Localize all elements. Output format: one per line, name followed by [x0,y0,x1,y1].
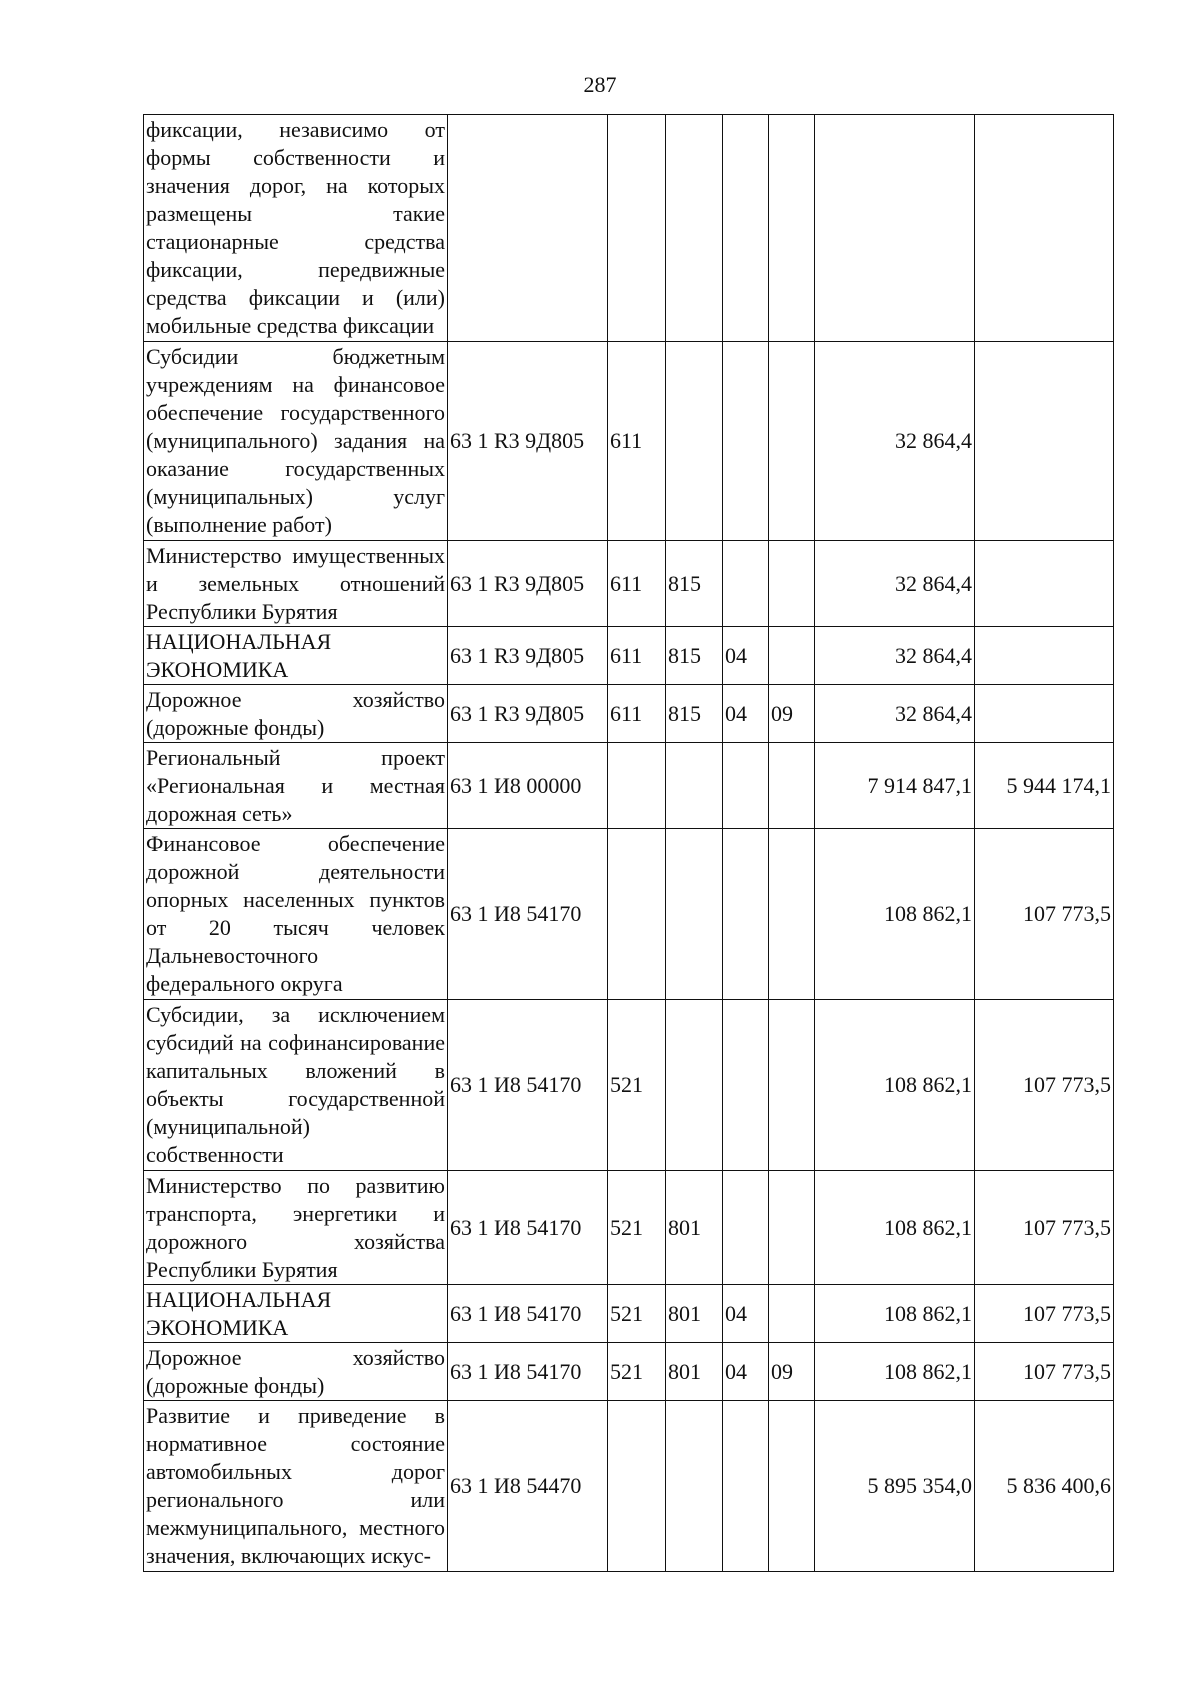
ministry-code [666,1000,723,1171]
amount-year-2: 107 773,5 [975,1000,1114,1171]
table-row [144,627,1114,685]
amount-year-2: 107 773,5 [975,1171,1114,1285]
expense-type-code [608,829,666,1000]
section-code [723,743,769,829]
expense-type-code: 611 [608,627,666,685]
expense-type-code [608,115,666,342]
section-code [723,1000,769,1171]
target-article-code: 63 1 И8 54170 [448,1000,608,1171]
expense-type-code [608,1401,666,1572]
ministry-code [666,342,723,541]
amount-year-2: 107 773,5 [975,1285,1114,1343]
target-article-code: 63 1 И8 54170 [448,1343,608,1401]
expense-type-code: 521 [608,1285,666,1343]
expense-type-code: 521 [608,1343,666,1401]
ministry-code: 815 [666,685,723,743]
amount-year-1: 5 895 354,0 [815,1401,975,1572]
target-article-code: 63 1 R3 9Д805 [448,685,608,743]
amount-year-2 [975,541,1114,627]
ministry-code: 801 [666,1343,723,1401]
amount-year-1: 32 864,4 [815,541,975,627]
subsection-code [769,1000,815,1171]
ministry-code [666,743,723,829]
target-article-code: 63 1 R3 9Д805 [448,342,608,541]
amount-year-2 [975,685,1114,743]
ministry-code [666,1401,723,1572]
amount-year-1: 108 862,1 [815,829,975,1000]
row-name: Субсидии, за исключением субсидий на софинансирование капитальных вложений в объекты государственной (муниципальной) собственности [144,1000,448,1171]
subsection-code [769,829,815,1000]
row-name: Дорожное хозяйство (дорожные фонды) [144,685,448,743]
subsection-code [769,743,815,829]
amount-year-1: 32 864,4 [815,342,975,541]
target-article-code: 63 1 И8 54470 [448,1401,608,1572]
target-article-code: 63 1 И8 54170 [448,1285,608,1343]
ministry-code [666,829,723,1000]
subsection-code: 09 [769,1343,815,1401]
row-name: Дорожное хозяйство (дорожные фонды) [144,1343,448,1401]
table-row [144,1171,1114,1285]
table-row [144,541,1114,627]
subsection-code [769,342,815,541]
subsection-code: 09 [769,685,815,743]
amount-year-1: 108 862,1 [815,1285,975,1343]
row-name: Развитие и приведение в нормативное состояние автомобильных дорог регионального или межмуниципального, местного значения, включающих искус- [144,1401,448,1572]
section-code: 04 [723,627,769,685]
subsection-code [769,627,815,685]
row-name: НАЦИОНАЛЬНАЯ ЭКОНОМИКА [144,627,448,685]
amount-year-2: 107 773,5 [975,829,1114,1000]
table-row [144,1000,1114,1171]
row-name: Министерство по развитию транспорта, энергетики и дорожного хозяйства Республики Бурятия [144,1171,448,1285]
amount-year-2 [975,342,1114,541]
table-row [144,115,1114,342]
section-code [723,829,769,1000]
page-number: 287 [583,72,617,97]
table-row [144,743,1114,829]
expense-type-code: 611 [608,342,666,541]
section-code [723,115,769,342]
section-code [723,1401,769,1572]
amount-year-2: 107 773,5 [975,1343,1114,1401]
subsection-code [769,1171,815,1285]
expense-type-code: 611 [608,685,666,743]
amount-year-1 [815,115,975,342]
budget-table [143,114,1114,1572]
expense-type-code: 521 [608,1171,666,1285]
target-article-code [448,115,608,342]
subsection-code [769,1285,815,1343]
expense-type-code: 521 [608,1000,666,1171]
row-name: Региональный проект «Региональная и местная дорожная сеть» [144,743,448,829]
section-code: 04 [723,685,769,743]
amount-year-2: 5 944 174,1 [975,743,1114,829]
section-code: 04 [723,1343,769,1401]
table-row [144,1401,1114,1572]
ministry-code: 801 [666,1285,723,1343]
ministry-code: 815 [666,541,723,627]
target-article-code: 63 1 И8 54170 [448,829,608,1000]
row-name: Министерство имущественных и земельных отношений Республики Бурятия [144,541,448,627]
subsection-code [769,1401,815,1572]
expense-type-code [608,743,666,829]
row-name: Финансовое обеспечение дорожной деятельности опорных населенных пунктов от 20 тысяч человек Дальневосточного федерального округа [144,829,448,1000]
target-article-code: 63 1 И8 00000 [448,743,608,829]
section-code [723,342,769,541]
section-code: 04 [723,1285,769,1343]
row-name: фиксации, независимо от формы собственности и значения дорог, на которых размещены такие стационарные средства фиксации, передвижные средства фиксации и (или) мобильные средства фиксации [144,115,448,342]
amount-year-2 [975,627,1114,685]
table-row [144,1285,1114,1343]
amount-year-1: 32 864,4 [815,627,975,685]
table-row [144,342,1114,541]
target-article-code: 63 1 И8 54170 [448,1171,608,1285]
amount-year-2: 5 836 400,6 [975,1401,1114,1572]
row-name: Субсидии бюджетным учреждениям на финансовое обеспечение государственного (муниципального) задания на оказание государственных (муниципальных) услуг (выполнение работ) [144,342,448,541]
table-row [144,1343,1114,1401]
ministry-code: 801 [666,1171,723,1285]
subsection-code [769,115,815,342]
target-article-code: 63 1 R3 9Д805 [448,627,608,685]
section-code [723,1171,769,1285]
amount-year-1: 32 864,4 [815,685,975,743]
amount-year-2 [975,115,1114,342]
expense-type-code: 611 [608,541,666,627]
section-code [723,541,769,627]
table-row [144,829,1114,1000]
amount-year-1: 108 862,1 [815,1000,975,1171]
amount-year-1: 108 862,1 [815,1343,975,1401]
table-row [144,685,1114,743]
target-article-code: 63 1 R3 9Д805 [448,541,608,627]
subsection-code [769,541,815,627]
row-name: НАЦИОНАЛЬНАЯ ЭКОНОМИКА [144,1285,448,1343]
ministry-code: 815 [666,627,723,685]
amount-year-1: 108 862,1 [815,1171,975,1285]
ministry-code [666,115,723,342]
amount-year-1: 7 914 847,1 [815,743,975,829]
